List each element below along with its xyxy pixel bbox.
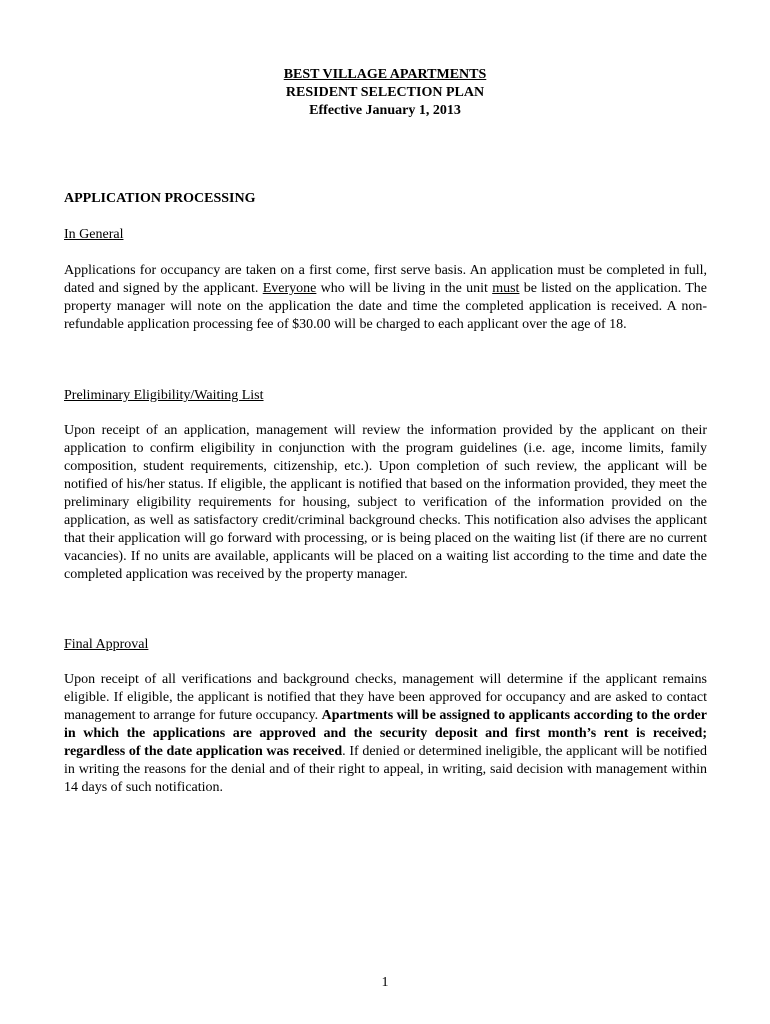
general-text-1: Applications for occupancy are taken on a first come, first serve basis. An application must be completed in full, dated and signed by the applicant.	[64, 263, 707, 296]
general-text-2: who will be living in the unit	[316, 281, 493, 296]
title-property-name: BEST VILLAGE APARTMENTS	[283, 67, 487, 82]
paragraph-final-approval	[64, 671, 707, 797]
subheading-final-approval: Final Approval	[64, 637, 149, 652]
final-text-2: . If denied or determined ineligible, the applicant will be notified in writing the reasons for the denial and of their right to appeal, in writing, said decision with management within 14 days of such notification.	[64, 744, 707, 795]
paragraph-in-general	[64, 262, 707, 334]
general-text-3: be listed on the application. The property manager will note on the application the date and time the completed application is received. A non-refundable application processing fee of $30.00 will be charged to each applicant over the age of 18.	[64, 281, 708, 332]
final-bold-assignment-policy: Apartments will be assigned to applicants according to the order in which the applications are approved and the security deposit and first month’s rent is received; regardless of the date application was received	[64, 708, 707, 759]
subheading-preliminary-eligibility: Preliminary Eligibility/Waiting List	[64, 388, 264, 403]
title-plan-name: RESIDENT SELECTION PLAN	[285, 85, 485, 100]
section-heading-application-processing: APPLICATION PROCESSING	[64, 191, 256, 206]
final-text-1: Upon receipt of all verifications and background checks, management will determine if the applicant remains eligible. If eligible, the applicant is notified that they have been approved for occupancy and are asked to contact management to arrange for future occupancy.	[64, 672, 707, 723]
paragraph-preliminary-eligibility	[64, 422, 707, 584]
general-emphasis-everyone: Everyone	[262, 281, 317, 296]
page-number: 1	[381, 975, 389, 990]
preliminary-text: Upon receipt of an application, management will review the information provided by the applicant on their application to confirm eligibility in conjunction with the program guidelines (i.e. age, income limits, family composition, student requirements, citizenship, etc.). Upon completion of such review, the applicant will be notified of his/her status. If eligible, the applicant is notified that based on the information provided, they meet the preliminary eligibility requirements for housing, subject to verification of the information provided on the application, as well as satisfactory credit/criminal background checks. This notification also advises the applicant that their application will go forward with processing, or is being placed on the waiting list (if there are no current vacancies). If no units are available, applicants will be placed on a waiting list according to the time and date the completed application was received by the property manager.	[64, 423, 707, 582]
title-effective-date: Effective January 1, 2013	[309, 103, 461, 118]
general-emphasis-must: must	[492, 281, 520, 296]
document-title-block	[0, 66, 770, 120]
subheading-in-general: In General	[64, 227, 124, 242]
